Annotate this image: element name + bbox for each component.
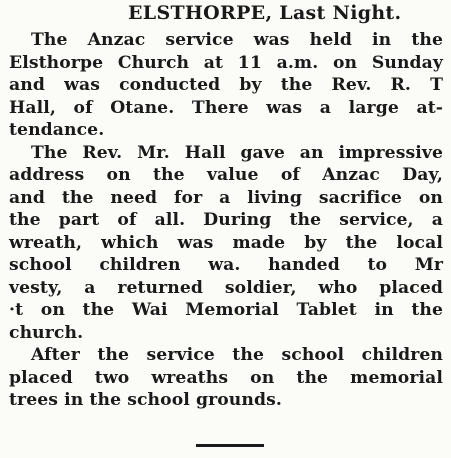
text-line: tendance. bbox=[9, 120, 105, 140]
text-line: school children wa. handed to Mr bbox=[9, 255, 443, 275]
text-line: address on the value of Anzac Day, bbox=[9, 165, 443, 185]
text-line: and the need for a living sacrifice on bbox=[9, 187, 443, 208]
paragraph-2 bbox=[9, 142, 443, 345]
text-line: Hall, of Otane. There was a large at- bbox=[9, 97, 443, 118]
text-line: The Anzac service was held in the bbox=[31, 30, 443, 50]
text-line: vesty, a returned soldier, who placed bbox=[9, 277, 443, 298]
text-line: wreath, which was made by the local bbox=[9, 232, 443, 253]
text-line: Elsthorpe Church at 11 a.m. on Sunday bbox=[9, 52, 443, 73]
paragraph-1 bbox=[9, 29, 443, 142]
text-line: church. bbox=[9, 322, 84, 343]
text-line: After the service the school children bbox=[31, 345, 443, 365]
article-headline: ELSTHORPE, Last Night. bbox=[128, 2, 402, 24]
article-body bbox=[9, 29, 443, 412]
text-line: ·t on the Wai Memorial Tablet in the bbox=[9, 300, 443, 320]
paragraph-3 bbox=[9, 344, 443, 412]
end-of-article-rule bbox=[196, 444, 264, 447]
text-line: the part of all. During the service, a bbox=[9, 210, 443, 230]
text-line: trees in the school grounds. bbox=[9, 390, 282, 410]
text-line: and was conducted by the Rev. R. T bbox=[9, 75, 443, 95]
text-line: placed two wreaths on the memorial bbox=[9, 367, 443, 388]
text-line: The Rev. Mr. Hall gave an impressive bbox=[31, 142, 443, 163]
